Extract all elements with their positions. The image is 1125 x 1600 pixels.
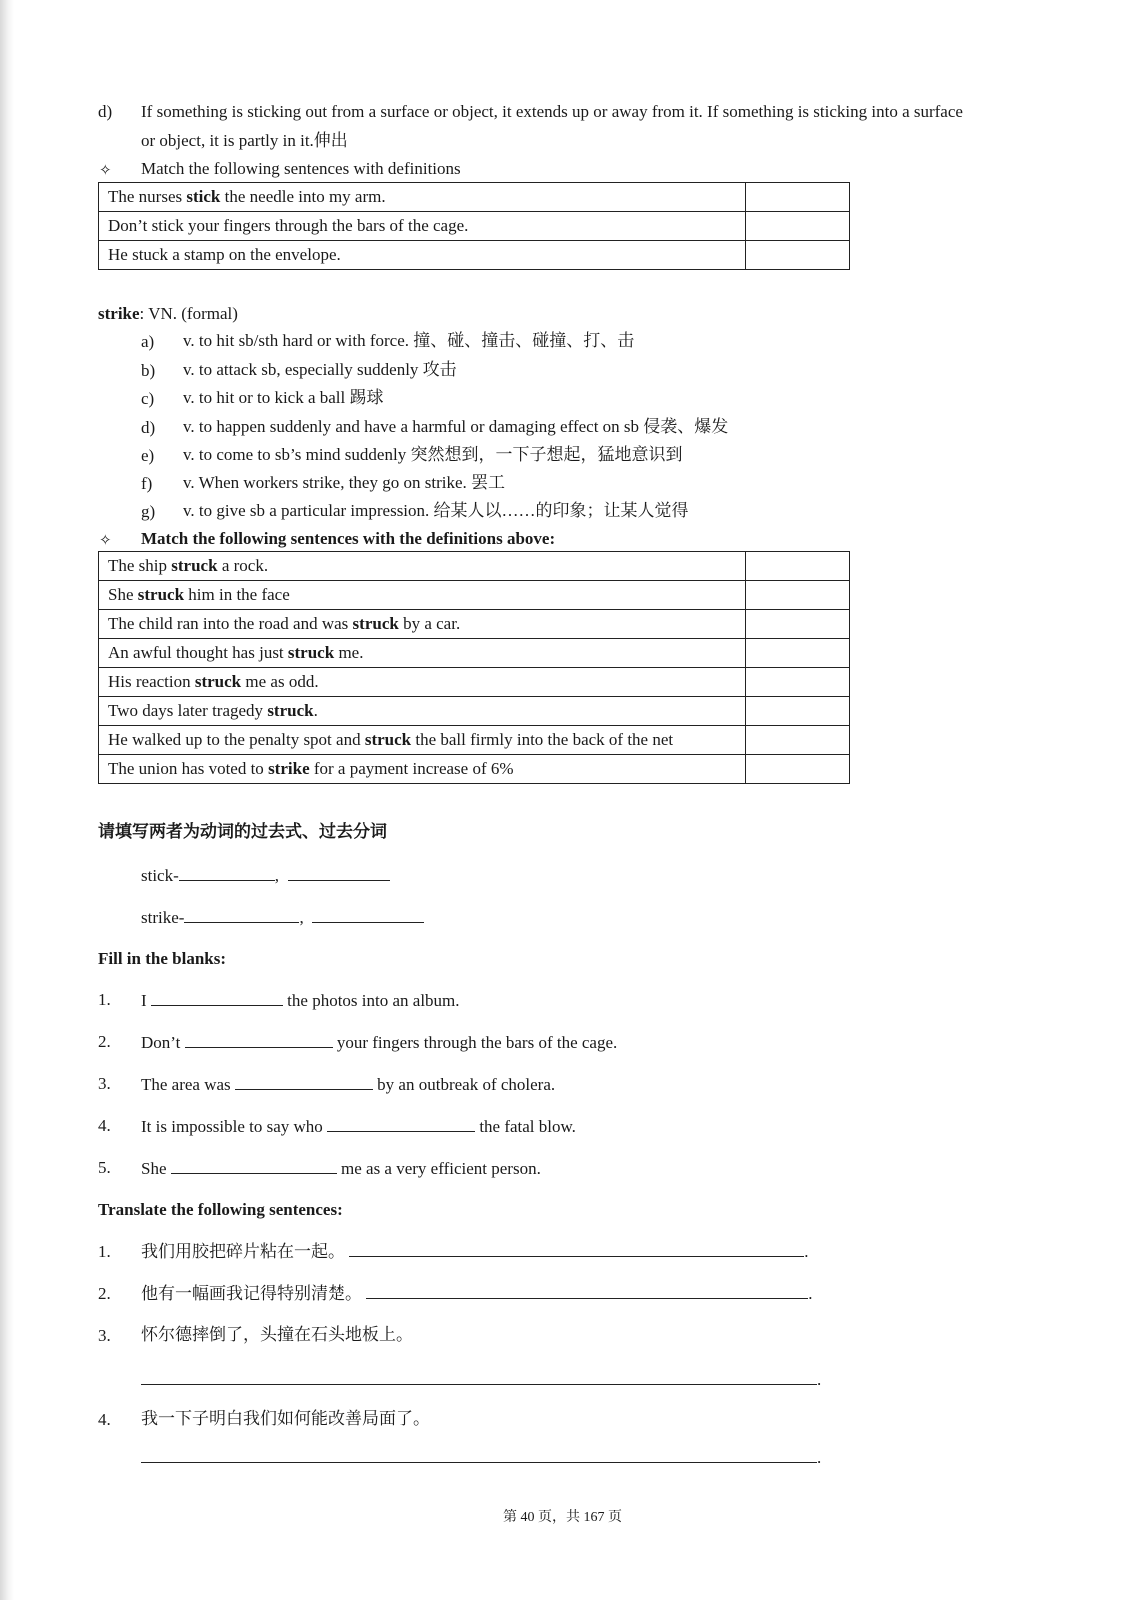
answer-blank[interactable] bbox=[235, 1073, 373, 1090]
answer-cell[interactable] bbox=[746, 668, 850, 697]
section-heading: Fill in the blanks: bbox=[98, 949, 227, 968]
item-number: 1. bbox=[98, 990, 111, 1009]
table-row bbox=[99, 755, 850, 784]
sentence-cell: His reaction struck me as odd. bbox=[99, 668, 746, 697]
table-row bbox=[99, 552, 850, 581]
definition-text: v. to hit or to kick a ball 踢球 bbox=[183, 388, 384, 407]
definition-label: a) bbox=[141, 332, 155, 351]
sentence-cell: Two days later tragedy struck. bbox=[99, 697, 746, 726]
answer-cell[interactable] bbox=[746, 610, 850, 639]
answer-cell[interactable] bbox=[746, 183, 850, 212]
item-number: 5. bbox=[98, 1158, 111, 1177]
answer-cell[interactable] bbox=[746, 241, 850, 270]
verb-label: stick- bbox=[141, 866, 179, 885]
sentence-cell: The ship struck a rock. bbox=[99, 552, 746, 581]
table-row bbox=[99, 241, 850, 270]
match-instruction: Match the following sentences with the definitions above: bbox=[141, 529, 556, 548]
word-heading bbox=[98, 303, 238, 325]
translation-blank[interactable] bbox=[366, 1282, 808, 1299]
translation-blank[interactable] bbox=[141, 1368, 817, 1385]
diamond-bullet-icon: ✧ bbox=[99, 531, 112, 549]
definition-label: e) bbox=[141, 446, 155, 465]
translate-item: 怀尔德摔倒了，头撞在石头地板上。 bbox=[141, 1325, 413, 1344]
table-row bbox=[99, 726, 850, 755]
page-number: 第 40 页，共 167 页 bbox=[503, 1510, 622, 1525]
definition-text: v. to happen suddenly and have a harmful or damaging effect on sb 侵袭、爆发 bbox=[183, 417, 729, 436]
table-row bbox=[99, 212, 850, 241]
translation-blank[interactable] bbox=[349, 1240, 804, 1257]
answer-blank[interactable] bbox=[171, 1157, 337, 1174]
definition-label: b) bbox=[141, 361, 156, 380]
translate-item: 他有一幅画我记得特别清楚。 . bbox=[141, 1284, 813, 1303]
item-number: 3. bbox=[98, 1326, 111, 1345]
sentence-cell: The union has voted to strike for a payment increase of 6% bbox=[99, 755, 746, 784]
definition-text: v. to give sb a particular impression. 给某人以……的印象；让某人觉得 bbox=[183, 501, 689, 520]
table-row bbox=[99, 697, 850, 726]
verb-label: strike- bbox=[141, 908, 185, 927]
translate-item: 我们用胶把碎片粘在一起。 . bbox=[141, 1242, 809, 1261]
stick-match-table bbox=[98, 182, 850, 270]
answer-cell[interactable] bbox=[746, 697, 850, 726]
table-row bbox=[99, 668, 850, 697]
definition-label: g) bbox=[141, 502, 156, 521]
scan-edge-shadow bbox=[0, 0, 14, 1600]
definition-label: d) bbox=[98, 102, 113, 121]
past-tense-blank[interactable] bbox=[179, 864, 275, 881]
headword: strike bbox=[98, 304, 140, 323]
comma: , bbox=[299, 908, 304, 927]
fill-item: She me as a very efficient person. bbox=[141, 1159, 541, 1178]
fill-item: It is impossible to say who the fatal blow. bbox=[141, 1117, 576, 1136]
verb-forms-row bbox=[141, 864, 390, 887]
part-of-speech: : VN. (formal) bbox=[139, 304, 238, 323]
sentence-cell: He stuck a stamp on the envelope. bbox=[99, 241, 746, 270]
answer-cell[interactable] bbox=[746, 755, 850, 784]
item-number: 2. bbox=[98, 1032, 111, 1051]
answer-cell[interactable] bbox=[746, 581, 850, 610]
verb-forms-row bbox=[141, 906, 424, 929]
strike-match-table bbox=[98, 551, 850, 784]
definition-text: If something is sticking out from a surface or object, it extends up or away from it. If something is sticking into a surface bbox=[141, 102, 963, 121]
definition-text-continued: or object, it is partly in it.伸出 bbox=[141, 131, 348, 150]
sentence-cell: Don’t stick your fingers through the bars of the cage. bbox=[99, 212, 746, 241]
translate-item: 我一下子明白我们如何能改善局面了。 bbox=[141, 1409, 430, 1428]
sentence-cell: The child ran into the road and was struck by a car. bbox=[99, 610, 746, 639]
section-heading: Translate the following sentences: bbox=[98, 1200, 343, 1219]
definition-text: v. When workers strike, they go on strike. 罢工 bbox=[183, 473, 505, 492]
sentence-cell: The nurses stick the needle into my arm. bbox=[99, 183, 746, 212]
definition-text: v. to come to sb’s mind suddenly 突然想到，一下子想起，猛地意识到 bbox=[183, 445, 683, 464]
answer-cell[interactable] bbox=[746, 639, 850, 668]
comma: , bbox=[274, 866, 280, 885]
answer-blank[interactable] bbox=[185, 1031, 333, 1048]
translate-answer-line: . bbox=[141, 1446, 821, 1469]
table-row bbox=[99, 639, 850, 668]
section-heading: 请填写两者为动词的过去式、过去分词 bbox=[98, 822, 387, 842]
answer-cell[interactable] bbox=[746, 552, 850, 581]
translate-answer-line: . bbox=[141, 1368, 821, 1391]
fill-item: Don’t your fingers through the bars of the cage. bbox=[141, 1033, 618, 1052]
diamond-bullet-icon: ✧ bbox=[99, 161, 112, 179]
definition-text: v. to attack sb, especially suddenly 攻击 bbox=[183, 360, 457, 379]
item-number: 4. bbox=[98, 1410, 111, 1429]
item-number: 2. bbox=[98, 1284, 111, 1303]
sentence-cell: She struck him in the face bbox=[99, 581, 746, 610]
table-row bbox=[99, 581, 850, 610]
answer-cell[interactable] bbox=[746, 726, 850, 755]
answer-cell[interactable] bbox=[746, 212, 850, 241]
item-number: 3. bbox=[98, 1074, 111, 1093]
past-tense-blank[interactable] bbox=[184, 906, 299, 923]
definition-label: f) bbox=[141, 474, 153, 493]
definition-label: c) bbox=[141, 389, 155, 408]
item-number: 4. bbox=[98, 1116, 111, 1135]
translation-blank[interactable] bbox=[141, 1446, 817, 1463]
definition-label: d) bbox=[141, 418, 156, 437]
sentence-cell: An awful thought has just struck me. bbox=[99, 639, 746, 668]
definition-text: v. to hit sb/sth hard or with force. 撞、碰、撞击、碰撞、打、击 bbox=[183, 331, 635, 350]
item-number: 1. bbox=[98, 1242, 111, 1261]
table-row bbox=[99, 183, 850, 212]
fill-item: The area was by an outbreak of cholera. bbox=[141, 1075, 556, 1094]
past-participle-blank[interactable] bbox=[312, 906, 424, 923]
answer-blank[interactable] bbox=[327, 1115, 475, 1132]
answer-blank[interactable] bbox=[151, 989, 283, 1006]
match-instruction: Match the following sentences with definitions bbox=[141, 159, 461, 178]
fill-item: I the photos into an album. bbox=[141, 991, 460, 1010]
past-participle-blank[interactable] bbox=[288, 864, 390, 881]
sentence-cell: He walked up to the penalty spot and struck the ball firmly into the back of the net bbox=[99, 726, 746, 755]
table-row bbox=[99, 610, 850, 639]
